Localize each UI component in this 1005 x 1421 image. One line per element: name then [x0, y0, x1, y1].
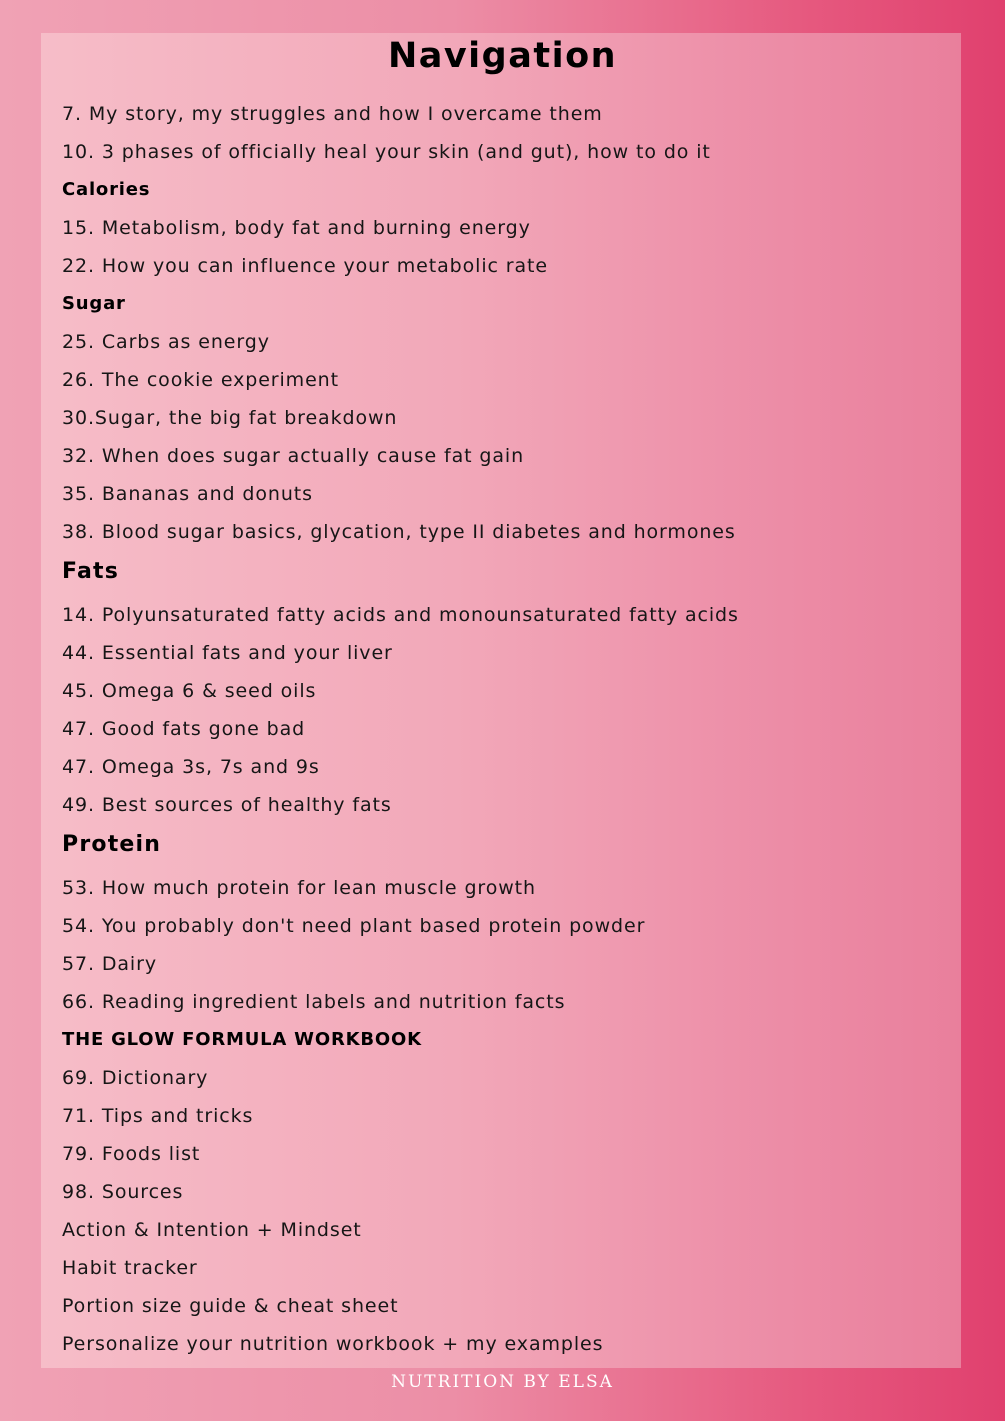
- toc-entry: 30.Sugar, the big fat breakdown: [62, 407, 398, 429]
- toc-entry: 15. Metabolism, body fat and burning energy: [62, 217, 531, 239]
- section-heading: Calories: [62, 179, 151, 200]
- toc-entry: 53. How much protein for lean muscle growth: [62, 877, 536, 899]
- toc-entry: 44. Essential fats and your liver: [62, 642, 393, 664]
- section-heading: THE GLOW FORMULA WORKBOOK: [62, 1029, 422, 1050]
- toc-entry: Personalize your nutrition workbook + my examples: [62, 1333, 604, 1355]
- page-title: Navigation: [387, 36, 618, 76]
- toc-entry: 25. Carbs as energy: [62, 331, 270, 353]
- toc-entry: 38. Blood sugar basics, glycation, type II diabetes and hormones: [62, 521, 736, 543]
- toc-entry: 7. My story, my struggles and how I overcame them: [62, 103, 603, 125]
- toc-entry: 49. Best sources of healthy fats: [62, 794, 392, 816]
- toc-entry: 47. Good fats gone bad: [62, 718, 306, 740]
- section-heading: Fats: [62, 559, 119, 584]
- section-heading: Sugar: [62, 293, 126, 314]
- toc-entry: Habit tracker: [62, 1257, 198, 1279]
- toc-entry: 66. Reading ingredient labels and nutrition facts: [62, 991, 566, 1013]
- toc-entry: 14. Polyunsaturated fatty acids and monounsaturated fatty acids: [62, 604, 739, 626]
- toc-entry: 79. Foods list: [62, 1143, 201, 1165]
- toc-entry: 32. When does sugar actually cause fat gain: [62, 445, 525, 467]
- toc-entry: 10. 3 phases of officially heal your skin (and gut), how to do it: [62, 141, 711, 163]
- toc-entry: 69. Dictionary: [62, 1067, 209, 1089]
- toc-entry: 47. Omega 3s, 7s and 9s: [62, 756, 320, 778]
- toc-entry: 98. Sources: [62, 1181, 184, 1203]
- toc-entry: 45. Omega 6 & seed oils: [62, 680, 317, 702]
- section-heading: Protein: [62, 832, 162, 857]
- footer-brand: NUTRITION BY ELSA: [391, 1372, 614, 1392]
- toc-entry: 71. Tips and tricks: [62, 1105, 254, 1127]
- toc-entry: Portion size guide & cheat sheet: [62, 1295, 399, 1317]
- toc-entry: 26. The cookie experiment: [62, 369, 339, 391]
- toc-entry: 57. Dairy: [62, 953, 157, 975]
- toc-entry: Action & Intention + Mindset: [62, 1219, 362, 1241]
- toc-entry: 54. You probably don't need plant based protein powder: [62, 915, 646, 937]
- toc-entry: 22. How you can influence your metabolic rate: [62, 255, 548, 277]
- toc-entry: 35. Bananas and donuts: [62, 483, 313, 505]
